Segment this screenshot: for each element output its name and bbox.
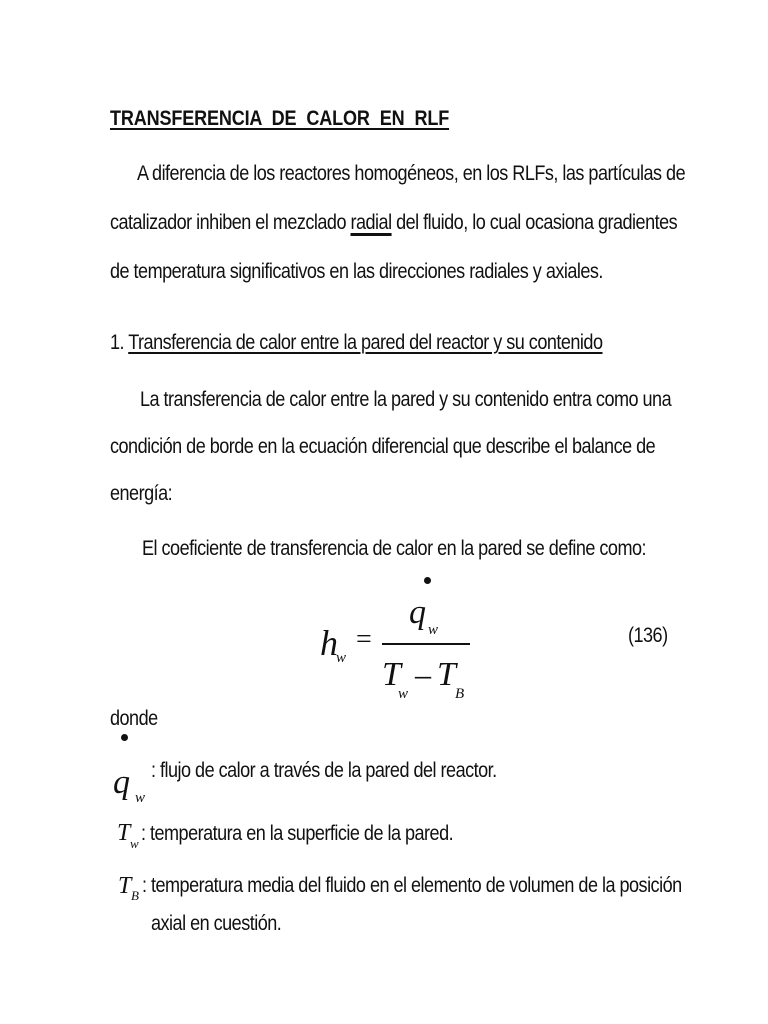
page-title: TRANSFERENCIA DE CALOR EN RLF bbox=[110, 107, 450, 130]
eq-TB-symbol: T bbox=[437, 656, 456, 693]
intro-line-3: de temperatura significativos en las direcciones radiales y axiales. bbox=[110, 260, 603, 283]
def-TB-text-cont: axial en cuestión. bbox=[151, 912, 282, 935]
fraction-bar bbox=[382, 643, 470, 645]
eq-q-subscript: w bbox=[428, 622, 439, 638]
def-q-subscript: w bbox=[135, 790, 146, 806]
eq-minus: – bbox=[415, 656, 431, 692]
section-1-line-3: energía: bbox=[110, 482, 173, 505]
eq-h-subscript: w bbox=[336, 650, 347, 666]
where-label: donde bbox=[110, 707, 158, 730]
def-TB-symbol: T bbox=[118, 873, 132, 899]
eq-q-symbol: q bbox=[409, 594, 426, 631]
eq-Tw-subscript: w bbox=[398, 686, 409, 702]
intro-line-2 bbox=[110, 210, 677, 236]
coefficient-definition-line: El coeficiente de transferencia de calor en la pared se define como: bbox=[142, 537, 647, 560]
def-q-text: : flujo de calor a través de la pared del reactor. bbox=[151, 759, 497, 782]
def-TB-text: : temperatura media del fluido en el elemento de volumen de la posición bbox=[142, 874, 682, 897]
section-1-heading bbox=[110, 330, 602, 356]
def-Tw-symbol: T bbox=[117, 820, 131, 846]
eq-Tw-symbol: T bbox=[382, 656, 401, 693]
section-1-line-2: condición de borde en la ecuación diferencial que describe el balance de bbox=[110, 435, 656, 458]
intro-line-2-end: del fluido, lo cual ocasiona gradientes bbox=[391, 211, 678, 234]
eq-TB-subscript: B bbox=[455, 686, 465, 702]
intro-line-2-start: catalizador inhiben el mezclado bbox=[110, 211, 351, 234]
def-Tw-text: : temperatura en la superficie de la pared. bbox=[141, 822, 454, 845]
section-1-number: 1. bbox=[110, 331, 129, 354]
def-TB-subscript: B bbox=[131, 888, 139, 903]
def-q-symbol: q bbox=[113, 764, 130, 801]
intro-line-1: A diferencia de los reactores homogéneos, en los RLFs, las partículas de bbox=[137, 162, 686, 185]
eq-h-symbol: h bbox=[320, 623, 338, 663]
def-Tw-subscript: w bbox=[130, 836, 139, 851]
section-1-title: Transferencia de calor entre la pared del reactor y su contenido bbox=[128, 331, 603, 354]
q-dot-accent bbox=[424, 577, 431, 584]
section-1-line-1: La transferencia de calor entre la pared y su contenido entra como una bbox=[140, 388, 672, 411]
eq-equals: = bbox=[356, 624, 372, 655]
equation-number: (136) bbox=[628, 624, 668, 647]
radial-underlined-word: radial bbox=[350, 211, 392, 234]
q-dot-accent bbox=[121, 734, 128, 741]
